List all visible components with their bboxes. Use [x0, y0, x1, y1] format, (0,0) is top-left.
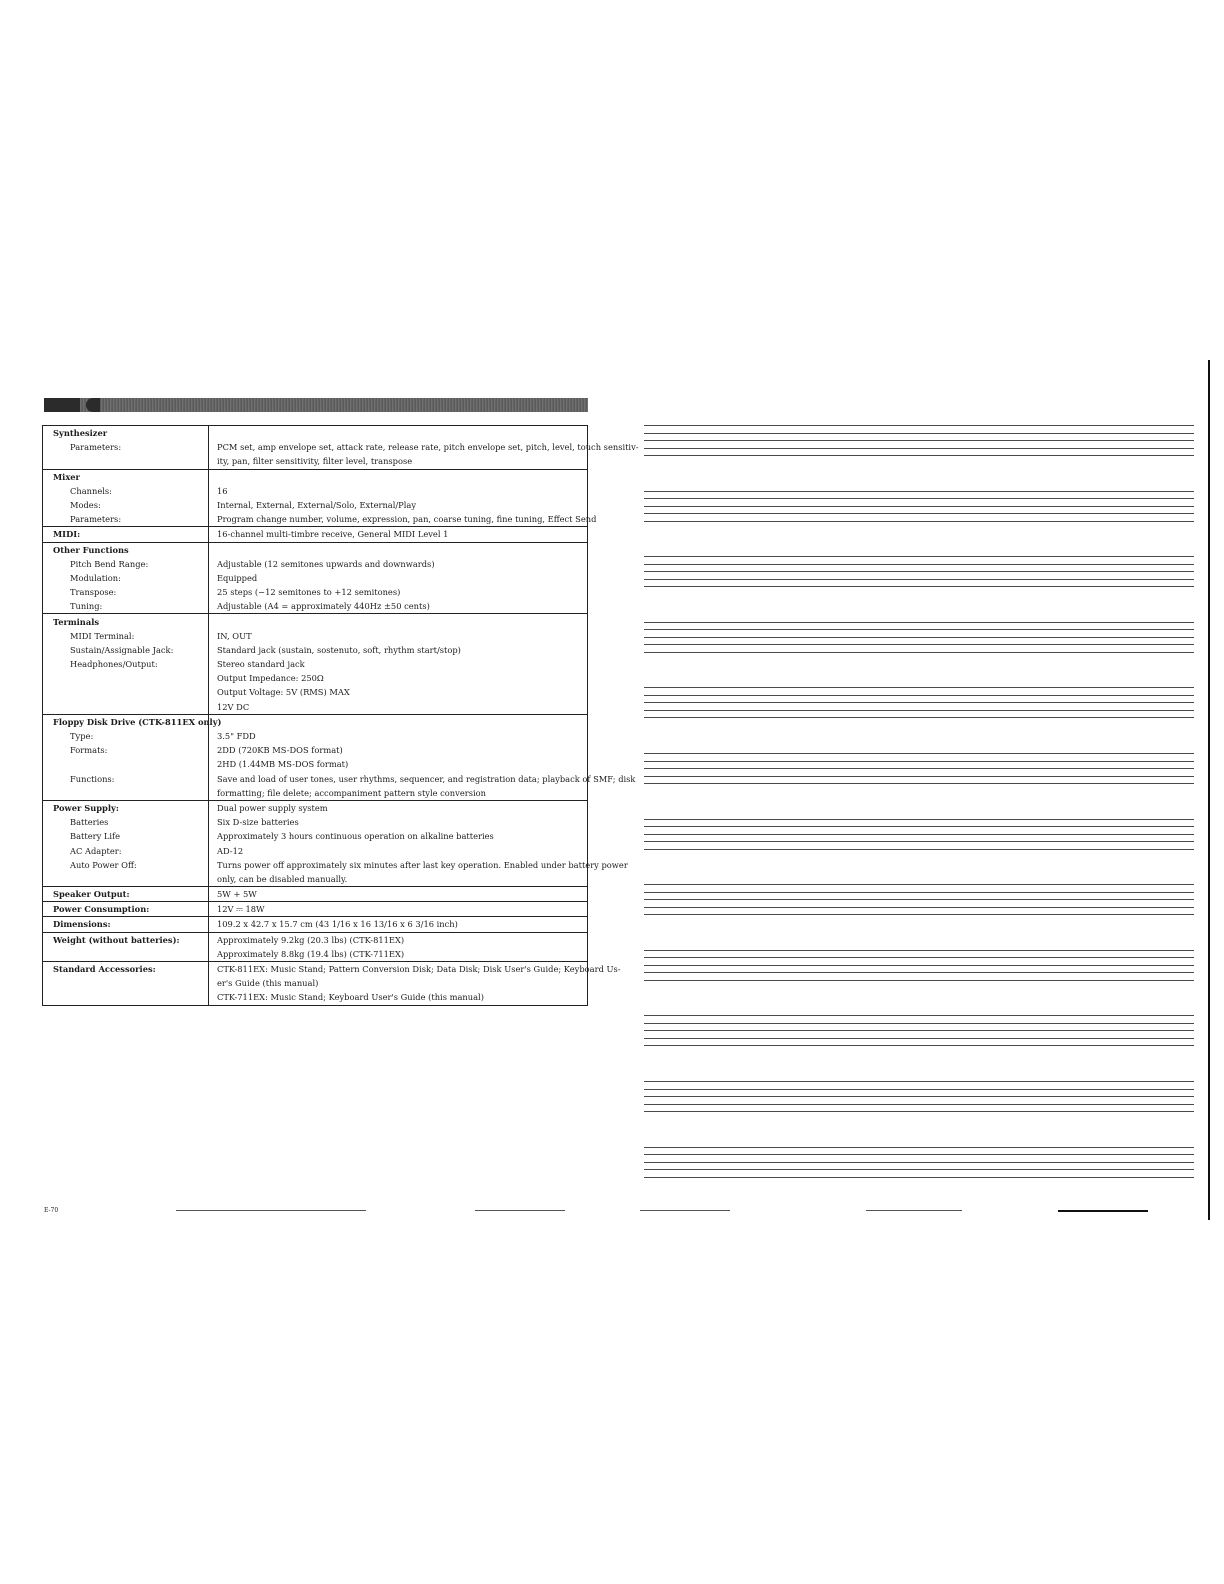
staff-line: [644, 579, 1194, 580]
staff: [644, 687, 1194, 721]
staff-line: [644, 907, 1194, 908]
bottom-rule: [1058, 1210, 1148, 1212]
staff-line: [644, 950, 1194, 951]
spec-row: [43, 685, 587, 699]
spec-value: formatting; file delete; accompaniment pattern style conversion: [217, 787, 486, 798]
spec-label: Dimensions:: [53, 919, 111, 930]
spec-label: Standard Accessories:: [53, 964, 156, 975]
staff-line: [644, 498, 1194, 499]
header-tab-round: [86, 398, 100, 412]
spec-label: Power Supply:: [53, 802, 119, 813]
spec-label: Auto Power Off:: [70, 859, 137, 870]
spec-value: CTK-811EX: Music Stand; Pattern Conversion Disk; Data Disk; Disk User's Guide; Keyboard Us-: [217, 964, 621, 975]
spec-row: [43, 757, 587, 771]
spec-value: 2DD (720KB MS-DOS format): [217, 745, 343, 756]
staff: [644, 1015, 1194, 1049]
staff-line: [644, 761, 1194, 762]
spec-section: [43, 469, 597, 527]
spec-value: Output Impedance: 250Ω: [217, 673, 324, 684]
spec-value: 12V DC: [217, 701, 250, 712]
spec-label: AC Adapter:: [70, 845, 122, 856]
spec-label: Mixer: [53, 471, 80, 482]
staff-line: [644, 826, 1194, 827]
column-divider: [208, 543, 209, 614]
spec-row: [43, 557, 587, 571]
spec-value: Save and load of user tones, user rhythms, sequencer, and registration data; playback of SMF; disk: [217, 773, 636, 784]
staff-line: [644, 644, 1194, 645]
spec-value: only, can be disabled manually.: [217, 873, 348, 884]
spec-row: [43, 470, 587, 484]
staff-line: [644, 1023, 1194, 1024]
spec-value: 5W + 5W: [217, 889, 257, 900]
staff-line: [644, 564, 1194, 565]
staff-line: [644, 1030, 1194, 1031]
spec-label: MIDI:: [53, 529, 81, 540]
spec-label: Battery Life: [70, 831, 121, 842]
staff-line: [644, 491, 1194, 492]
spec-row: [43, 815, 587, 829]
spec-row: [43, 498, 587, 512]
spec-row: [43, 829, 587, 843]
staff: [644, 753, 1194, 787]
spec-label: Parameters:: [70, 514, 122, 525]
bottom-rule: [866, 1210, 962, 1211]
spec-value: 3.5" FDD: [217, 731, 256, 742]
column-divider: [208, 962, 209, 1005]
spec-row: [43, 571, 587, 585]
spec-value: 16: [217, 485, 228, 496]
spec-section: [43, 901, 587, 916]
page-number: E-70: [44, 1207, 59, 1214]
staff-line: [644, 717, 1194, 718]
staff-line: [644, 980, 1194, 981]
spec-row: [43, 887, 587, 901]
staff-line: [644, 957, 1194, 958]
page-edge: [1208, 360, 1210, 1220]
spec-row: [43, 976, 587, 990]
spec-row: [43, 872, 587, 886]
spec-row: [43, 700, 587, 714]
staff-line: [644, 783, 1194, 784]
spec-section: [43, 613, 587, 713]
spec-value: Approximately 8.8kg (19.4 lbs) (CTK-711EX): [217, 948, 405, 959]
spec-value: 16-channel multi-timbre receive, General MIDI Level 1: [217, 529, 449, 540]
spec-label: Synthesizer: [53, 428, 108, 439]
staff-line: [644, 433, 1194, 434]
spec-label: Terminals: [53, 616, 100, 627]
spec-value: 25 steps (−12 semitones to +12 semitones): [217, 587, 401, 598]
spec-row: [43, 801, 587, 815]
staff-line: [644, 440, 1194, 441]
spec-value: Approximately 9.2kg (20.3 lbs) (CTK-811EX): [217, 934, 405, 945]
spec-label: Formats:: [70, 745, 108, 756]
spec-value: 2HD (1.44MB MS-DOS format): [217, 759, 349, 770]
bottom-rule: [176, 1210, 366, 1211]
spec-row: [43, 454, 587, 468]
spec-label: Speaker Output:: [53, 889, 130, 900]
header-tab-block: [44, 398, 80, 412]
spec-label: Modulation:: [70, 572, 121, 583]
spec-row: [43, 933, 587, 947]
spec-row: [43, 426, 587, 440]
specifications-table: [42, 425, 639, 1006]
spec-label: Parameters:: [70, 442, 122, 453]
staff: [644, 491, 1194, 525]
bottom-rule: [640, 1210, 730, 1211]
spec-row: [43, 527, 587, 541]
column-divider: [208, 426, 209, 469]
staff-line: [644, 513, 1194, 514]
staff-line: [644, 884, 1194, 885]
spec-label: Pitch Bend Range:: [70, 558, 149, 569]
spec-value: 109.2 x 42.7 x 15.7 cm (43 1/16 x 16 13/16 x 6 3/16 inch): [217, 919, 458, 930]
bottom-rule: [475, 1210, 565, 1211]
spec-section: [43, 886, 587, 901]
spec-label: Other Functions: [53, 544, 129, 555]
staff-line: [644, 841, 1194, 842]
column-divider: [208, 933, 209, 961]
spec-value: Dual power supply system: [217, 802, 328, 813]
column-divider: [208, 917, 209, 931]
spec-label: Power Consumption:: [53, 904, 150, 915]
spec-row: [43, 643, 587, 657]
spec-label: Type:: [70, 731, 94, 742]
spec-section: [43, 714, 636, 800]
spec-row: [43, 657, 587, 671]
spec-value: Internal, External, External/Solo, External/Play: [217, 500, 417, 511]
staff-line: [644, 899, 1194, 900]
staff-line: [644, 1045, 1194, 1046]
spec-row: [43, 614, 587, 628]
spec-value: IN, OUT: [217, 630, 252, 641]
column-divider: [208, 470, 209, 527]
column-divider: [208, 527, 209, 541]
staff-line: [644, 1177, 1194, 1178]
spec-value: Output Voltage: 5V (RMS) MAX: [217, 687, 350, 698]
spec-row: [43, 947, 587, 961]
staff-line: [644, 1147, 1194, 1148]
staff-line: [644, 425, 1194, 426]
staff-line: [644, 768, 1194, 769]
spec-label: Modes:: [70, 500, 101, 511]
spec-row: [43, 962, 621, 976]
spec-value: er's Guide (this manual): [217, 978, 319, 989]
spec-value: Stereo standard jack: [217, 659, 305, 670]
spec-row: [43, 440, 639, 454]
staff-line: [644, 892, 1194, 893]
staff-line: [644, 914, 1194, 915]
staff-line: [644, 695, 1194, 696]
spec-value: AD-12: [217, 845, 244, 856]
spec-section: [43, 542, 587, 614]
spec-label: Functions:: [70, 773, 115, 784]
spec-section: [43, 526, 587, 541]
staff: [644, 556, 1194, 590]
staff-line: [644, 1038, 1194, 1039]
staff-line: [644, 776, 1194, 777]
spec-row: [43, 729, 587, 743]
staff: [644, 425, 1194, 459]
staff-line: [644, 586, 1194, 587]
staff-line: [644, 1089, 1194, 1090]
staff-line: [644, 629, 1194, 630]
spec-label: Weight (without batteries):: [53, 934, 180, 945]
staff-line: [644, 622, 1194, 623]
spec-value: 12V ⎓ 18W: [217, 904, 265, 915]
spec-value: Turns power off approximately six minutes after last key operation. Enabled under battery power: [217, 859, 628, 870]
column-divider: [208, 887, 209, 901]
column-divider: [208, 902, 209, 916]
staff-line: [644, 1154, 1194, 1155]
spec-section: [43, 932, 587, 961]
staff-line: [644, 1111, 1194, 1112]
spec-value: Program change number, volume, expression, pan, coarse tuning, fine tuning, Effect Send: [217, 514, 597, 525]
spec-value: Adjustable (A4 = approximately 440Hz ±50 cents): [217, 601, 430, 612]
spec-row: [43, 786, 587, 800]
spec-label: Headphones/Output:: [70, 659, 158, 670]
column-divider: [208, 801, 209, 886]
spec-row: [43, 543, 587, 557]
staff-line: [644, 965, 1194, 966]
spec-value: Approximately 3 hours continuous operation on alkaline batteries: [217, 831, 494, 842]
section-header-bar: [44, 398, 588, 412]
staff-line: [644, 702, 1194, 703]
staff-line: [644, 687, 1194, 688]
staff-line: [644, 521, 1194, 522]
spec-row: [43, 772, 636, 786]
staff: [644, 1081, 1194, 1115]
staff-line: [644, 448, 1194, 449]
staff: [644, 622, 1194, 656]
staff-line: [644, 652, 1194, 653]
staff-line: [644, 1104, 1194, 1105]
spec-label: Batteries: [70, 817, 109, 828]
staff: [644, 819, 1194, 853]
spec-value: PCM set, amp envelope set, attack rate, release rate, pitch envelope set, pitch, level, touch sensitiv-: [217, 442, 639, 453]
staff-line: [644, 506, 1194, 507]
spec-row: [43, 990, 587, 1004]
spec-label: Sustain/Assignable Jack:: [70, 644, 174, 655]
staff-line: [644, 556, 1194, 557]
spec-value: Adjustable (12 semitones upwards and downwards): [217, 558, 435, 569]
spec-row: [43, 858, 628, 872]
staff-line: [644, 834, 1194, 835]
spec-value: Standard jack (sustain, sostenuto, soft, rhythm start/stop): [217, 644, 461, 655]
staff-line: [644, 753, 1194, 754]
staff-line: [644, 972, 1194, 973]
spec-row: [43, 484, 587, 498]
spec-value: CTK-711EX: Music Stand; Keyboard User's Guide (this manual): [217, 992, 484, 1003]
spec-row: [43, 585, 587, 599]
spec-label: Transpose:: [70, 587, 117, 598]
spec-row: [43, 512, 597, 526]
staff-line: [644, 1081, 1194, 1082]
spec-section: [43, 916, 587, 931]
column-divider: [208, 715, 209, 800]
staff-line: [644, 571, 1194, 572]
staff: [644, 884, 1194, 918]
spec-value: Equipped: [217, 572, 258, 583]
spec-row: [43, 902, 587, 916]
spec-label: Tuning:: [70, 601, 103, 612]
staff: [644, 1147, 1194, 1181]
spec-row: [43, 715, 587, 729]
staff-line: [644, 455, 1194, 456]
staff: [644, 950, 1194, 984]
spec-value: Six D-size batteries: [217, 817, 299, 828]
spec-label: Floppy Disk Drive (CTK-811EX only): [53, 716, 222, 727]
staff-line: [644, 637, 1194, 638]
spec-section: [43, 800, 628, 886]
spec-label: MIDI Terminal:: [70, 630, 135, 641]
staff-line: [644, 1015, 1194, 1016]
spec-row: [43, 917, 587, 931]
spec-row: [43, 629, 587, 643]
spec-row: [43, 671, 587, 685]
spec-section: [43, 961, 621, 1005]
staff-line: [644, 1169, 1194, 1170]
spec-section: [43, 426, 639, 469]
spec-row: [43, 599, 587, 613]
spec-value: ity, pan, filter sensitivity, filter level, transpose: [217, 456, 413, 467]
spec-row: [43, 843, 587, 857]
spec-label: Channels:: [70, 485, 112, 496]
staff-line: [644, 710, 1194, 711]
staff-line: [644, 1162, 1194, 1163]
staff-line: [644, 819, 1194, 820]
staff-line: [644, 849, 1194, 850]
staff-line: [644, 1096, 1194, 1097]
spec-row: [43, 743, 587, 757]
column-divider: [208, 614, 209, 713]
